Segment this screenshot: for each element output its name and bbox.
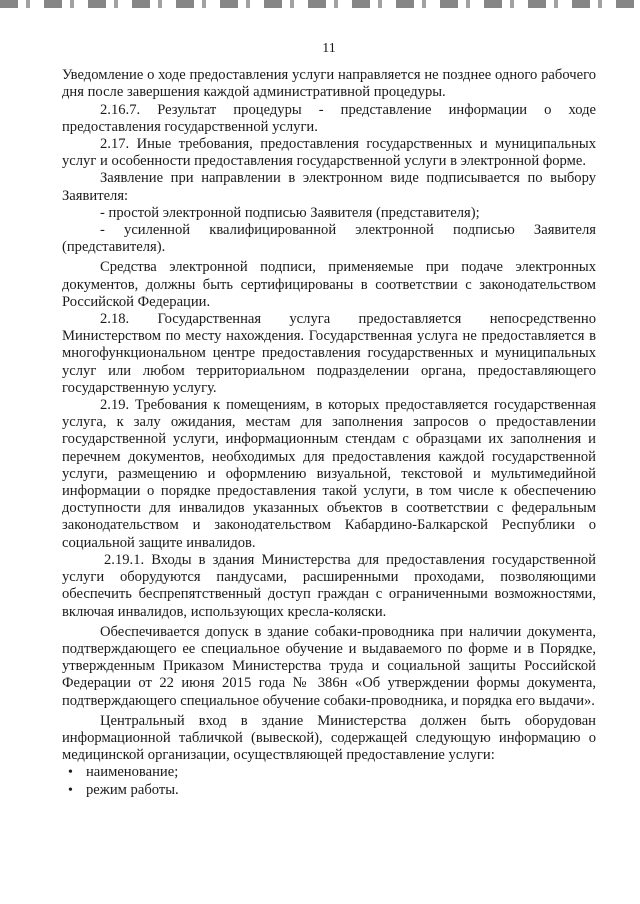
paragraph: - усиленной квалифицированной электронной подписью Заявителя (представителя). [62,222,596,256]
bullet-marker: • [68,765,73,781]
list-item-text: наименование; [86,764,179,781]
paragraph: Обеспечивается допуск в здание собаки-проводника при наличии документа, подтверждающего ее специальное обучение и выдаваемого по форме и в Порядке, утвержденным Приказом Министерства труда и социальной защиты Российской Федерации от 22 июня 2015 года № 386н «Об утверждении формы документа, подтверждающего специальное обучение собаки-проводника, и порядка его выдачи». [62,623,596,709]
list-item [62,764,596,781]
paragraph: Уведомление о ходе предоставления услуги направляется не позднее одного рабочего дня после завершения каждой административной процедуры. [62,67,596,101]
paragraph: Заявление при направлении в электронном виде подписывается по выбору Заявителя: [62,170,596,204]
paragraph: - простой электронной подписью Заявителя (представителя); [100,204,480,221]
list-item [62,782,596,799]
list-item-text: режим работы. [86,781,179,798]
bullet-list [62,764,596,798]
paragraph: 2.18. Государственная услуга предоставляется непосредственно Министерством по месту нахождения. Государственная услуга не предоставляется в многофункциональном центре предоставления государственных и муниципальных услуг или любом территориальном подразделении органа, предоставляющего государственную услугу. [62,311,596,396]
document-body [62,67,596,764]
bullet-marker: • [68,782,73,798]
paragraph: 2.16.7. Результат процедуры - представление информации о ходе предоставления государственной услуги. [62,101,596,135]
paragraph: 2.19. Требования к помещениям, в которых предоставляется государственная услуга, к залу ожидания, местам для заполнения запросов о предоставлении государственной услуги, информационным стендам с образцами их заполнения и перечнем документов, необходимых для предоставления каждой государственной услуги, размещению и оформлению визуальной, текстовой и мультимедийной информации о порядке предоставления такой услуги, в том числе к обеспечению доступности для инвалидов указанных объектов в соответствии с федеральным законодательством и законодательством Кабардино-Балкарской Республики о социальной защите инвалидов. [62,397,596,551]
paragraph: Средства электронной подписи, применяемые при подаче электронных документов, должны быть сертифицированы в соответствии с законодательством Российской Федерации. [62,259,596,310]
paragraph: 2.19.1. Входы в здания Министерства для предоставления государственной услуги оборудуются пандусами, расширенными проходами, позволяющими обеспечить беспрепятственный доступ граждан с ограниченными возможностями, включая инвалидов, использующих кресла-коляски. [62,551,596,620]
paragraph: 2.17. Иные требования, предоставления государственных и муниципальных услуг и особенности предоставления государственной услуги в электронной форме. [62,136,596,170]
paragraph: Центральный вход в здание Министерства должен быть оборудован информационной табличкой (вывеской), содержащей следующую информацию о медицинской организации, осуществляющей предоставление услуги: [62,712,596,764]
scan-edge-artifact [0,0,640,8]
page-number: 11 [322,41,336,56]
document-page [62,40,596,799]
